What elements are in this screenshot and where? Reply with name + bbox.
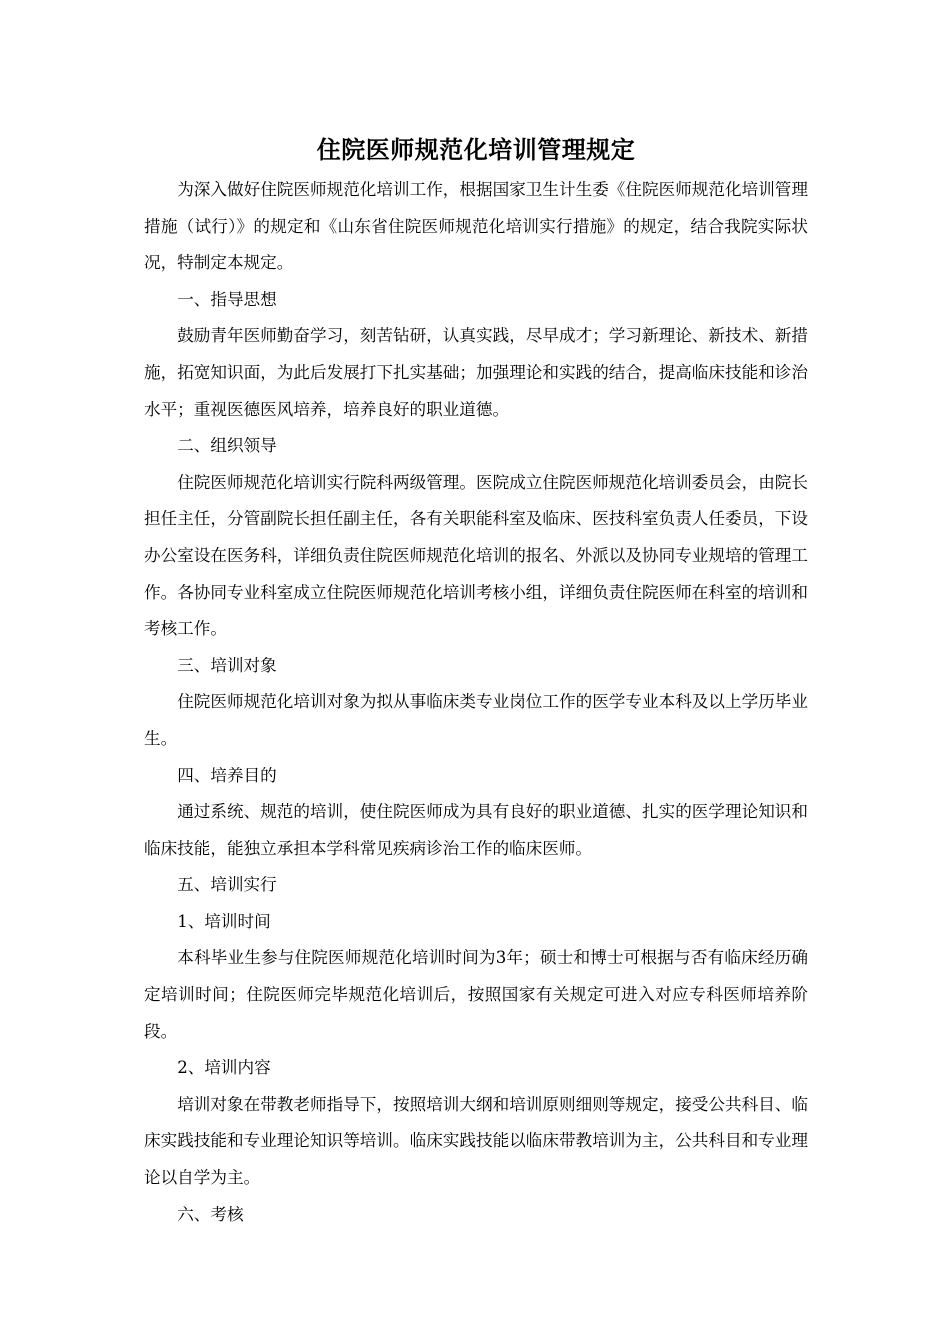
section-heading: 五、培训实行 [177, 875, 277, 895]
paragraph: 为深入做好住院医师规范化培训工作，根据国家卫生计生委《住院医师规范化培训管理措施（试行）》的规定和《山东省住院医师规范化培训实行措施》的规定，结合我院实际状况，特制定本规定。 [144, 180, 808, 273]
section-heading: 1、培训时间 [177, 911, 271, 931]
section-heading: 二、组织领导 [177, 436, 277, 456]
section-heading: 2、培训内容 [177, 1058, 271, 1078]
document-body [144, 172, 808, 1233]
section-heading: 一、指导思想 [177, 289, 277, 309]
document-page [144, 130, 808, 1233]
paragraph: 本科毕业生参与住院医师规范化培训时间为3年；硕士和博士可根据与否有临床经历确定培训时间；住院医师完毕规范化培训后，按照国家有关规定可进入对应专科医师培养阶段。 [144, 948, 808, 1041]
paragraph: 住院医师规范化培训实行院科两级管理。医院成立住院医师规范化培训委员会，由院长担任主任，分管副院长担任副主任，各有关职能科室及临床、医技科室负责人任委员，下设办公室设在医务科，详细负责住院医师规范化培训的报名、外派以及协同专业规培的管理工作。各协同专业科室成立住院医师规范化培训考核小组，详细负责住院医师在科室的培训和考核工作。 [144, 472, 808, 639]
section-heading: 三、培训对象 [177, 655, 277, 675]
paragraph: 通过系统、规范的培训，使住院医师成为具有良好的职业道德、扎实的医学理论知识和临床技能，能独立承担本学科常见疾病诊治工作的临床医师。 [144, 802, 808, 858]
document-title: 住院医师规范化培训管理规定 [316, 136, 636, 164]
paragraph: 鼓励青年医师勤奋学习，刻苦钻研，认真实践，尽早成才；学习新理论、新技术、新措施，拓宽知识面，为此后发展打下扎实基础；加强理论和实践的结合，提高临床技能和诊治水平；重视医德医风培养，培养良好的职业道德。 [144, 326, 808, 419]
paragraph: 住院医师规范化培训对象为拟从事临床类专业岗位工作的医学专业本科及以上学历毕业生。 [144, 692, 808, 748]
section-heading: 四、培养目的 [177, 765, 277, 785]
paragraph: 培训对象在带教老师指导下，按照培训大纲和培训原则细则等规定，接受公共科目、临床实践技能和专业理论知识等培训。临床实践技能以临床带教培训为主，公共科目和专业理论以自学为主。 [144, 1094, 808, 1188]
section-heading: 六、考核 [177, 1204, 244, 1224]
